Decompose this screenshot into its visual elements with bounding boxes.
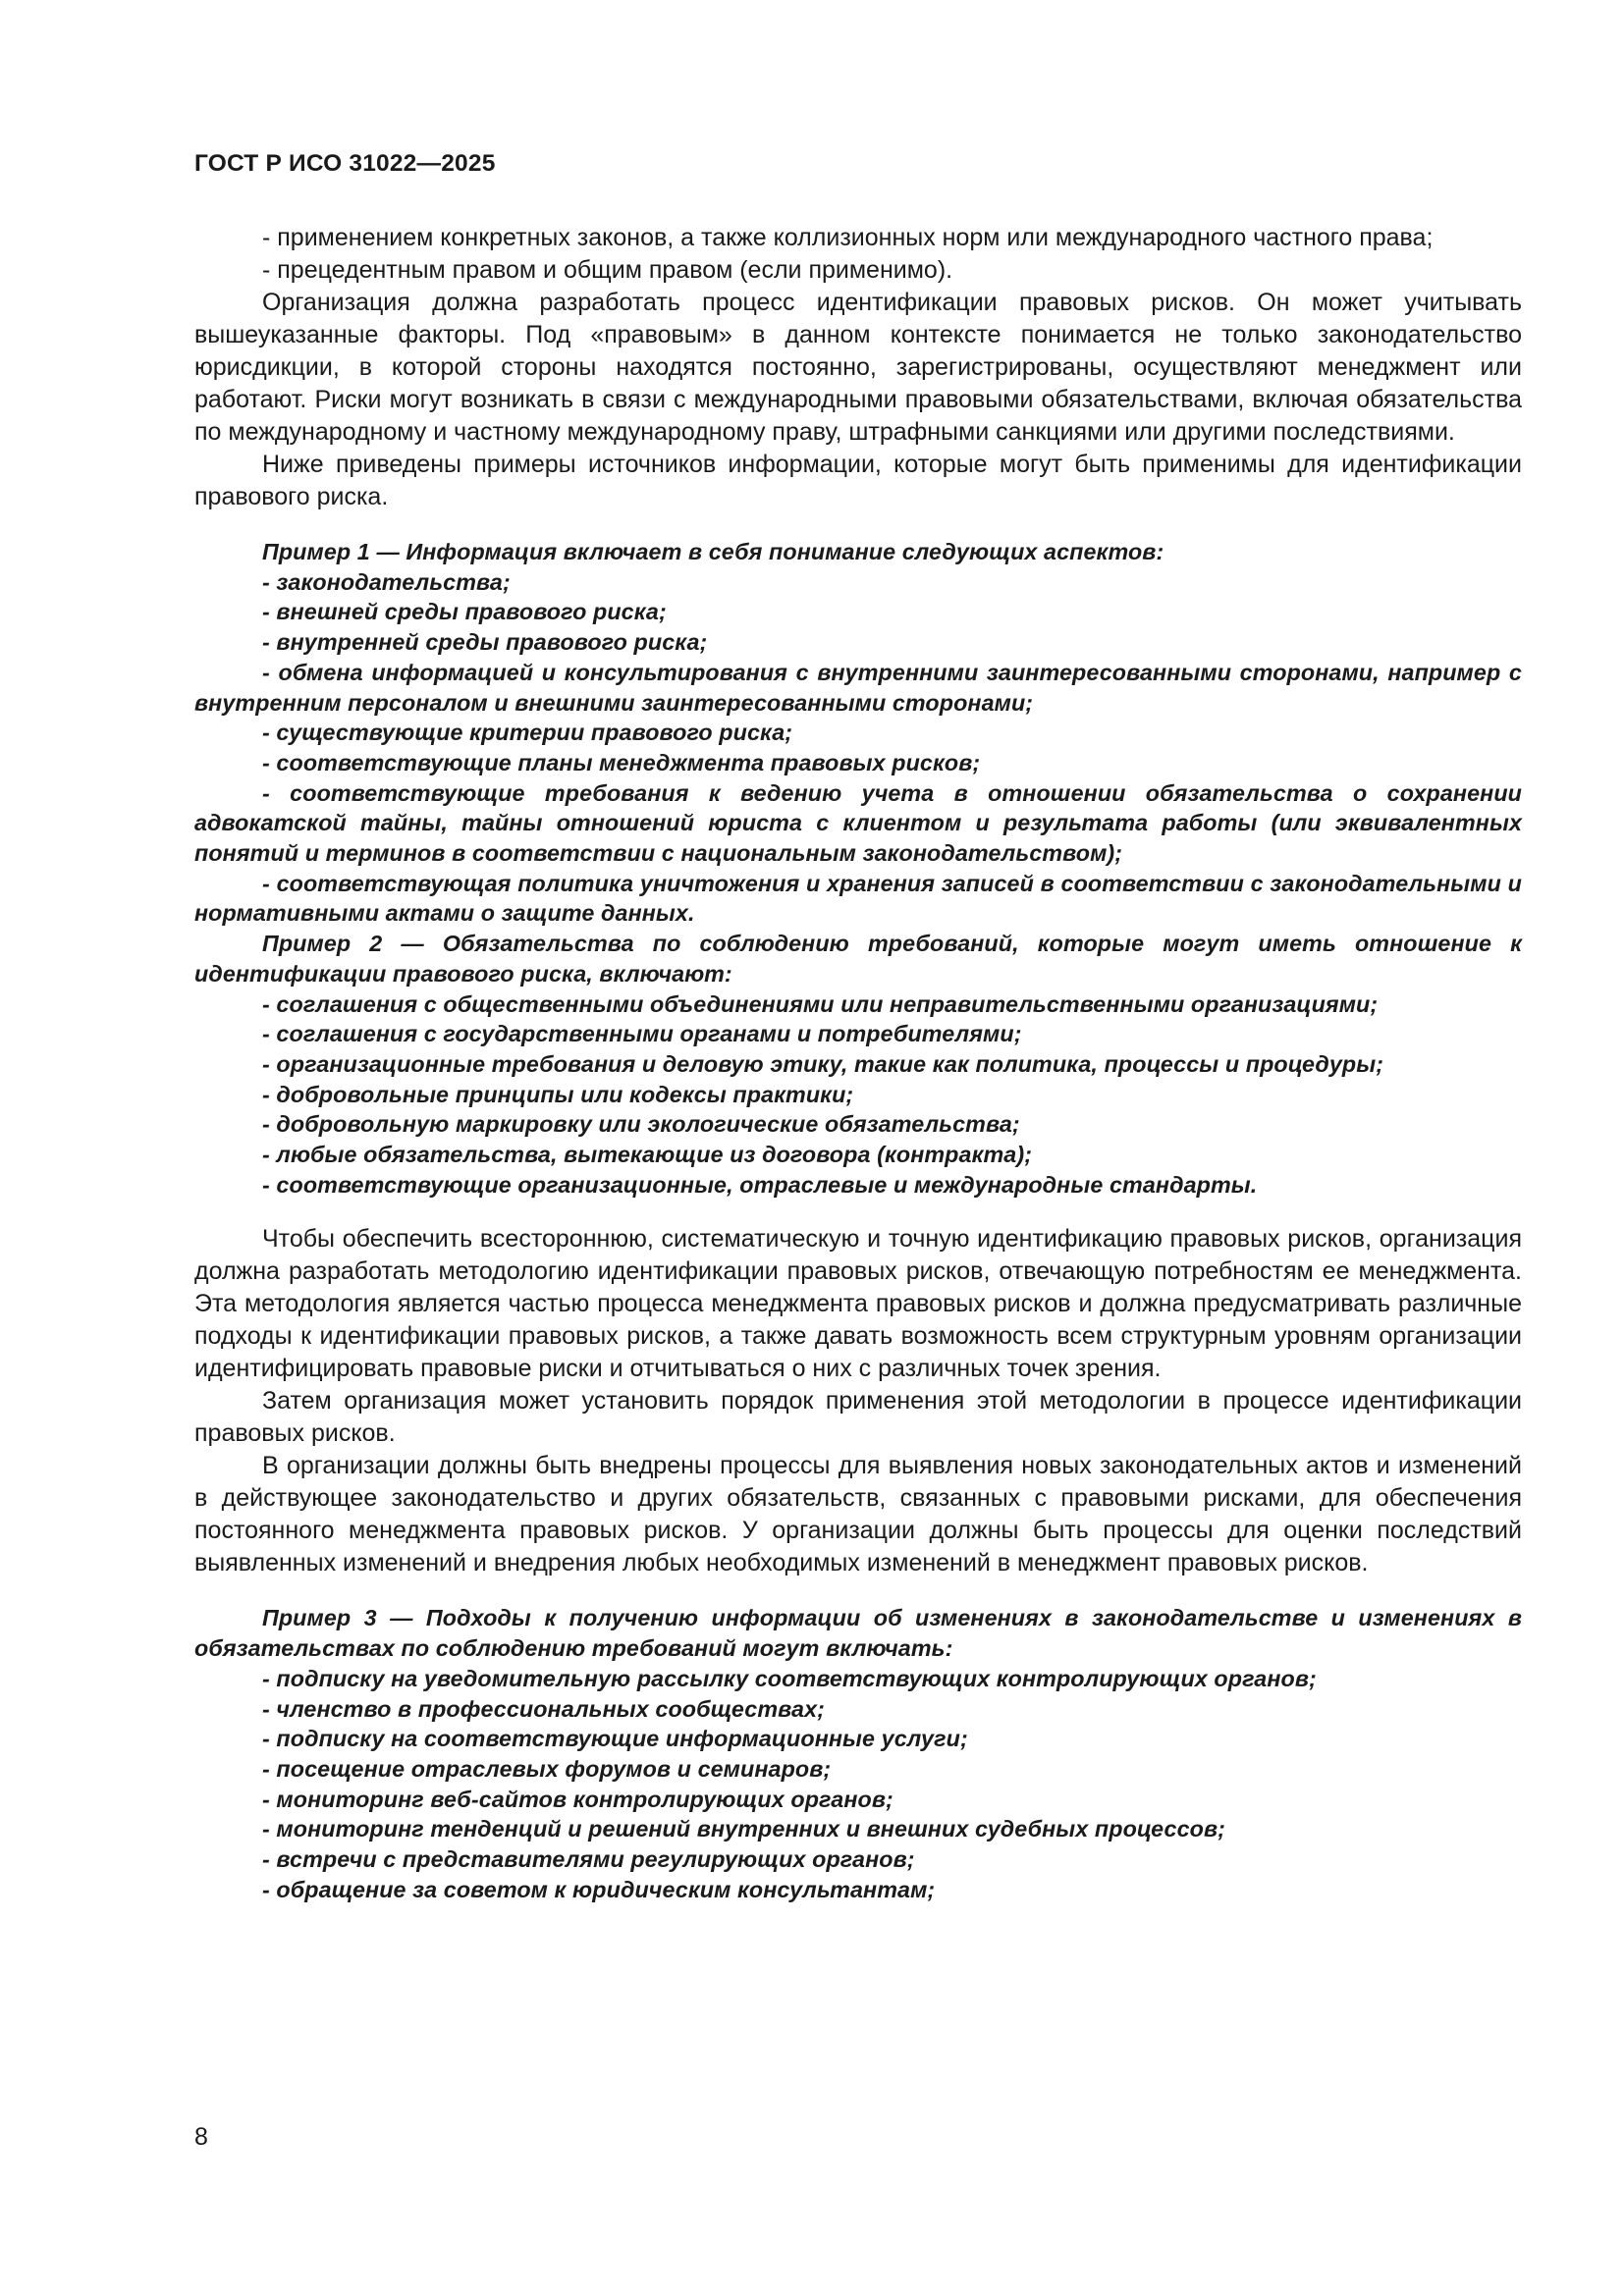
example-3-item: - членство в профессиональных сообществах; bbox=[262, 1695, 825, 1722]
example-1-item: - внутренней среды правового риска; bbox=[262, 629, 708, 656]
example-3-title: Пример 3 — Подходы к получению информации об изменениях в законодательстве и изменениях в обязательствах по соблюдению требований могут включать: bbox=[194, 1605, 1522, 1662]
example-2-item: - соглашения с общественными объединениями или неправительственными организациями; bbox=[262, 990, 1379, 1017]
example-1-item: - обмена информацией и консультирования с внутренними заинтересованными сторонами, например с внутренним персоналом и внешними заинтересованными сторонами; bbox=[194, 659, 1522, 716]
example-2-item: - добровольные принципы или кодексы практики; bbox=[262, 1081, 854, 1107]
example-1-item: - соответствующие планы менеджмента правовых рисков; bbox=[262, 749, 981, 775]
section-gap bbox=[194, 1200, 1522, 1223]
standard-header: ГОСТ Р ИСО 31022—2025 bbox=[194, 150, 496, 177]
body-paragraph: Чтобы обеспечить всестороннюю, систематическую и точную идентификацию правовых рисков, организация должна разработать методологию идентификации правовых рисков, отвечающую потребностям ее менеджмента. Эта методология является частью процесса менеджмента правовых рисков и должна предусматривать различные подходы к идентификации правовых рисков, а также давать возможность всем структурным уровням организации идентифицировать правовые риски и отчитываться о них с различных точек зрения. bbox=[194, 1225, 1522, 1383]
example-2-item: - любые обязательства, вытекающие из договора (контракта); bbox=[262, 1142, 1033, 1168]
example-2-item: - добровольную маркировку или экологические обязательства; bbox=[262, 1111, 1020, 1138]
bullet-paragraph: - применением конкретных законов, а также коллизионных норм или международного частного права; bbox=[262, 224, 1434, 251]
page-number: 8 bbox=[194, 2123, 208, 2151]
section-gap bbox=[194, 1579, 1522, 1603]
example-3-item: - встречи с представителями регулирующих органов; bbox=[262, 1846, 915, 1873]
example-2-item: - соглашения с государственными органами и потребителями; bbox=[262, 1021, 1022, 1047]
example-3-item: - обращение за советом к юридическим консультантам; bbox=[262, 1876, 936, 1902]
example-3-item: - подписку на соответствующие информационные услуги; bbox=[262, 1726, 968, 1752]
example-2-item: - организационные требования и деловую этику, такие как политика, процессы и процедуры; bbox=[262, 1050, 1384, 1077]
example-2-item: - соответствующие организационные, отраслевые и международные стандарты. bbox=[262, 1171, 1258, 1198]
example-3-item: - мониторинг тенденций и решений внутренних и внешних судебных процессов; bbox=[262, 1816, 1225, 1842]
example-3-item: - мониторинг веб-сайтов контролирующих органов; bbox=[262, 1786, 893, 1812]
section-gap bbox=[194, 513, 1522, 537]
body-paragraph: Ниже приведены примеры источников информации, которые могут быть применимы для идентификации правового риска. bbox=[194, 451, 1522, 510]
example-3-item: - подписку на уведомительную рассылку соответствующих контролирующих органов; bbox=[262, 1665, 1317, 1691]
example-1-item: - соответствующая политика уничтожения и хранения записей в соответствии с законодательными и нормативными актами о защите данных. bbox=[194, 870, 1522, 927]
example-1-title: Пример 1 — Информация включает в себя понимание следующих аспектов: bbox=[262, 539, 1164, 564]
body-paragraph: Организация должна разработать процесс идентификации правовых рисков. Он может учитывать вышеуказанные факторы. Под «правовым» в данном контексте понимается не только законодательство юрисдикции, в которой стороны находятся постоянно, зарегистрированы, осуществляют менеджмент или работают. Риски могут возникать в связи с международными правовыми обязательствами, включая обязательства по международному и частному международному праву, штрафными санкциями или другими последствиями. bbox=[194, 289, 1522, 446]
example-1-item: - соответствующие требования к ведению учета в отношении обязательства о сохранении адвокатской тайны, тайны отношений юриста с клиентом и результата работы (или эквивалентных понятий и терминов в соответствии с национальным законодательством); bbox=[194, 779, 1522, 867]
example-1-item: - существующие критерии правового риска; bbox=[262, 720, 793, 746]
example-1-item: - законодательства; bbox=[262, 568, 511, 595]
example-2-title: Пример 2 — Обязательства по соблюдению требований, которые могут иметь отношение к идентификации правового риска, включают: bbox=[194, 931, 1522, 987]
example-1-item: - внешней среды правового риска; bbox=[262, 599, 667, 625]
example-3-item: - посещение отраслевых форумов и семинаров; bbox=[262, 1755, 832, 1782]
body-paragraph: Затем организация может установить порядок применения этой методологии в процессе идентификации правовых рисков. bbox=[194, 1387, 1522, 1448]
bullet-paragraph: - прецедентным правом и общим правом (если применимо). bbox=[262, 256, 953, 284]
page-content bbox=[194, 222, 1522, 1905]
body-paragraph: В организации должны быть внедрены процессы для выявления новых законодательных актов и изменений в действующее законодательство и других обязательств, связанных с правовыми рисками, для обеспечения постоянного менеджмента правовых рисков. У организации должны быть процессы для оценки последствий выявленных изменений и внедрения любых необходимых изменений в менеджмент правовых рисков. bbox=[194, 1452, 1522, 1577]
